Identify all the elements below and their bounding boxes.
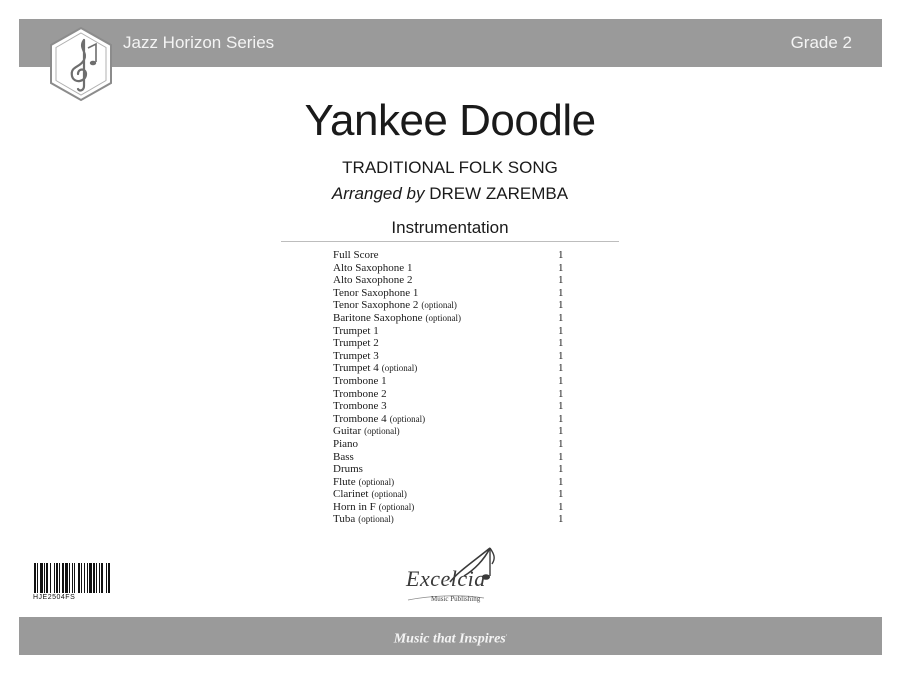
part-quantity: 1: [558, 274, 564, 287]
divider: [281, 241, 619, 242]
barcode-icon: [33, 563, 155, 593]
part-row: [333, 476, 573, 489]
barcode-bar: [37, 563, 38, 593]
part-name: Flute: [333, 475, 356, 488]
part-note: (optional): [389, 413, 426, 424]
part-note: (optional): [371, 489, 407, 500]
part-row: [333, 312, 573, 325]
part-quantity: 1: [558, 311, 564, 324]
part-quantity: 1: [558, 286, 564, 299]
barcode-bar: [93, 563, 95, 593]
footer-bar: [19, 617, 882, 655]
part-row: [333, 400, 573, 413]
part-name: Tuba: [333, 513, 356, 526]
part-name: Trombone 4: [333, 412, 387, 425]
part-name: Tenor Saxophone 1: [333, 286, 419, 299]
barcode-bar: [34, 563, 36, 593]
publisher-name: Excelcia: [406, 566, 486, 591]
part-note: (optional): [381, 363, 418, 374]
part-name: Trumpet 3: [333, 349, 379, 362]
part-quantity: 1: [558, 249, 564, 261]
part-row: [333, 501, 573, 514]
part-name: Alto Saxophone 2: [333, 274, 413, 287]
barcode-bar: [62, 563, 64, 593]
part-name: Trombone 3: [333, 400, 387, 413]
part-name: Trombone 2: [333, 387, 387, 400]
part-row: [333, 287, 573, 300]
part-name: Full Score: [333, 249, 379, 261]
part-row: [333, 337, 573, 350]
part-row: [333, 388, 573, 401]
grade-label: Grade 2: [790, 33, 852, 52]
part-quantity: 1: [558, 387, 564, 400]
part-name: Horn in F: [333, 500, 376, 513]
part-note: (optional): [358, 514, 394, 525]
part-quantity: 1: [558, 463, 564, 476]
part-note: (optional): [421, 300, 457, 311]
barcode-bar: [74, 563, 75, 593]
part-quantity: 1: [558, 450, 564, 463]
arranger-name: DREW ZAREMBA: [429, 184, 569, 203]
part-quantity: 1: [558, 337, 564, 350]
part-row: [333, 425, 573, 438]
part-row: [333, 413, 573, 426]
part-row: [333, 249, 573, 262]
instrumentation-heading: Instrumentation: [391, 218, 509, 237]
instrumentation-list: [333, 249, 573, 526]
page-title: Yankee Doodle: [304, 96, 596, 145]
part-quantity: 1: [558, 374, 564, 387]
part-row: [333, 438, 573, 451]
part-note: (optional): [364, 426, 400, 437]
part-quantity: 1: [558, 488, 564, 501]
part-row: [333, 262, 573, 275]
part-quantity: 1: [558, 513, 564, 526]
barcode-bar: [54, 563, 55, 593]
tagline-text: Music that Inspires: [393, 631, 506, 647]
part-quantity: 1: [558, 425, 564, 438]
part-name: Piano: [333, 437, 359, 450]
part-note: (optional): [425, 312, 462, 323]
part-row: [333, 463, 573, 476]
barcode-bar: [106, 563, 107, 593]
part-note: (optional): [378, 501, 415, 512]
subtitle: TRADITIONAL FOLK SONG: [342, 158, 558, 177]
part-quantity: 1: [558, 324, 564, 337]
barcode-bar: [78, 563, 80, 593]
part-row: [333, 274, 573, 287]
part-quantity: 1: [558, 437, 564, 450]
barcode-bar: [69, 563, 70, 593]
barcode-bar: [87, 563, 88, 593]
part-quantity: 1: [558, 412, 564, 425]
part-name: Trumpet 4: [333, 362, 379, 375]
barcode-bar: [108, 563, 110, 593]
barcode-bar: [44, 563, 45, 593]
barcode-number: HJE2504FS: [33, 594, 76, 601]
part-name: Trombone 1: [333, 374, 387, 387]
treble-clef-hexagon-icon: [48, 26, 114, 102]
part-name: Bass: [333, 450, 354, 463]
barcode-bar: [99, 563, 100, 593]
publisher-subtitle: Music Publishing: [431, 595, 481, 603]
part-quantity: 1: [558, 400, 564, 413]
part-quantity: 1: [558, 261, 564, 274]
part-name: Drums: [333, 463, 363, 476]
part-name: Baritone Saxophone: [333, 311, 423, 324]
part-quantity: 1: [558, 500, 564, 513]
part-row: [333, 451, 573, 464]
part-quantity: 1: [558, 475, 564, 488]
series-name: Jazz Horizon Series: [123, 33, 275, 52]
barcode-bar: [65, 563, 68, 593]
barcode-bar: [84, 563, 85, 593]
barcode-bar: [59, 563, 60, 593]
barcode-bar: [96, 563, 97, 593]
barcode-bar: [89, 563, 92, 593]
part-row: [333, 513, 573, 526]
barcode-bar: [50, 563, 51, 593]
part-row: [333, 488, 573, 501]
part-name: Alto Saxophone 1: [333, 261, 413, 274]
part-row: [333, 362, 573, 375]
barcode-bar: [40, 563, 43, 593]
part-name: Guitar: [333, 425, 362, 438]
part-quantity: 1: [558, 349, 564, 362]
barcode-bar: [56, 563, 58, 593]
part-row: [333, 299, 573, 312]
arranger-credit: [0, 184, 900, 204]
barcode-bar: [72, 563, 73, 593]
part-name: Clarinet: [333, 488, 369, 501]
part-name: Trumpet 1: [333, 324, 379, 337]
header-bar: [19, 19, 882, 67]
part-quantity: 1: [558, 299, 564, 312]
barcode-bar: [81, 563, 82, 593]
part-row: [333, 375, 573, 388]
part-row: [333, 350, 573, 363]
barcode-bar: [101, 563, 103, 593]
part-quantity: 1: [558, 362, 564, 375]
part-note: (optional): [358, 476, 395, 487]
arranger-prefix: Arranged by: [331, 184, 425, 203]
part-name: Trumpet 2: [333, 337, 379, 350]
tagline: Music that Inspires·: [393, 631, 508, 647]
part-name: Tenor Saxophone 2: [333, 299, 419, 312]
part-row: [333, 325, 573, 338]
barcode-bar: [46, 563, 48, 593]
